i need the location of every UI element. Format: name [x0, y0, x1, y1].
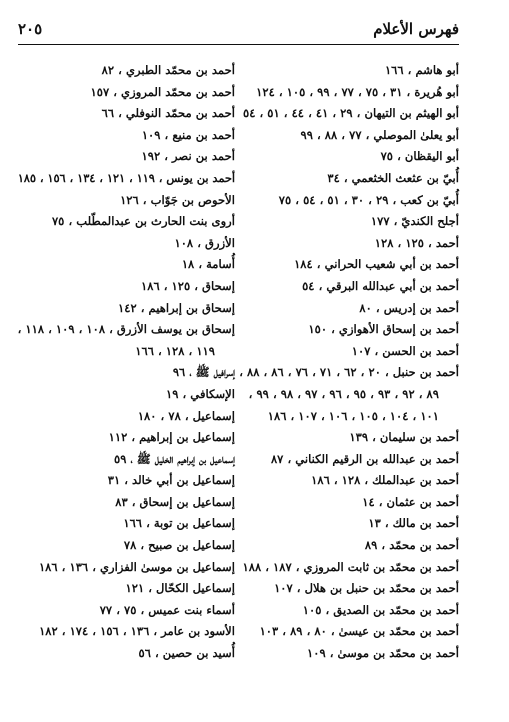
index-entry: إسماعيل بن توبة ، ١٦٦	[123, 516, 235, 531]
index-entry: أحمد بن أبي شعيب الحراني ، ١٨٤	[294, 257, 459, 272]
index-entry: الأسود بن عامر ، ١٣٦ ، ١٥٦ ، ١٧٤ ، ١٨٢	[39, 624, 235, 639]
index-entry: أحمد بن محمّد بن عيسىٰ ، ٨٠ ، ٨٩ ، ١٠٣	[259, 624, 459, 639]
header-rule	[18, 44, 459, 45]
index-entry: إسماعيل الكحّال ، ١٢١	[125, 581, 235, 596]
index-entry: أُسامة ، ١٨	[181, 257, 235, 272]
index-entry: أبو هُريرة ، ٣١ ، ٧٥ ، ٧٧ ، ٩٩ ، ١٠٥ ، ١٢٤	[256, 84, 459, 99]
index-entry: إسحاق بن يوسف الأزرق ، ١٠٨ ، ١٠٩ ، ١١٨ ،	[17, 322, 235, 337]
index-entry: أبو الهيثم بن التيهان ، ٢٩ ، ٤١ ، ٤٤ ، ٥١ ، ٥٤	[242, 106, 459, 121]
index-entry: أحمد بن منيع ، ١٠٩	[141, 127, 235, 142]
index-entry: أحمد بن حنبل ، ٢٠ ، ٦٢ ، ٧١ ، ٧٦ ، ٨٦ ، ٨٨ ،	[239, 365, 459, 380]
index-entry: أحمد بن محمّد ، ٨٩	[364, 538, 459, 553]
page-header	[18, 20, 459, 40]
index-entry-continuation: ١٠١ ، ١٠٤ ، ١٠٥ ، ١٠٦ ، ١٠٧ ، ١٨٦	[267, 408, 439, 423]
index-entry: أُبيّ بن عثعث الخثعمي ، ٣٤	[327, 170, 459, 185]
index-entry: أحمد بن محمّد بن ثابت المروزي ، ١٨٧ ، ١٨٨	[242, 559, 459, 574]
index-entry: أحمد بن مالك ، ١٣	[368, 516, 459, 531]
index-entry: أحمد بن عثمان ، ١٤	[362, 494, 459, 509]
index-entry-continuation: ١١٩ ، ١٢٨ ، ١٦٦	[135, 343, 215, 358]
index-entry: إسماعيل بن إسحاق ، ٨٣	[115, 494, 235, 509]
index-entry: أحمد بن الحسن ، ١٠٧	[351, 343, 459, 358]
index-entry: أحمد بن إسحاق الأهوازي ، ١٥٠	[308, 322, 459, 337]
index-entry: أحمد بن محمّد المروزي ، ١٥٧	[90, 84, 235, 99]
index-entry: إسماعيل بن موسىٰ الفزاري ، ١٣٦ ، ١٨٦	[38, 559, 235, 574]
index-entry: أجلح الكنديّ ، ١٧٧	[370, 214, 459, 229]
index-entry: إسماعيل بن إبراهيم ، ١١٢	[108, 430, 235, 445]
index-entry-continuation: ٨٩ ، ٩٢ ، ٩٣ ، ٩٥ ، ٩٦ ، ٩٧ ، ٩٨ ، ٩٩ ،	[248, 386, 439, 401]
index-entry: أسماء بنت عميس ، ٧٥ ، ٧٧	[99, 602, 235, 617]
index-entry: أحمد بن محمّد الطبري ، ٨٢	[101, 63, 235, 77]
index-entry: إسحاق ، ١٢٥ ، ١٨٦	[141, 278, 235, 293]
header-title: فهرس الأعلام	[373, 20, 459, 38]
index-entry: إسحاق بن إبراهيم ، ١٤٢	[118, 300, 235, 315]
index-column-left	[17, 60, 235, 665]
index-entry: أحمد ، ١٢٥ ، ١٢٨	[374, 235, 459, 250]
index-entry: إسماعيل بن إبراهيم الخليل ﷺ ، ٥٩	[113, 451, 235, 466]
index-entry: أحمد بن يونس ، ١١٩ ، ١٢١ ، ١٣٤ ، ١٥٦ ، ١٨٥	[17, 170, 235, 185]
index-entry: الإسكافي ، ١٩	[166, 386, 235, 401]
index-entry: الأزرق ، ١٠٨	[174, 235, 235, 250]
index-entry: إسماعيل بن أبي خالد ، ٣١	[107, 473, 235, 488]
index-entry: أبو يعلىٰ الموصلي ، ٧٧ ، ٨٨ ، ٩٩	[300, 127, 459, 142]
index-entry: أُسيد بن حصين ، ٥٦	[138, 646, 235, 661]
index-entry: أحمد بن سليمان ، ١٣٩	[349, 430, 459, 445]
index-entry: الأحوص بن جَوّاب ، ١٢٦	[120, 192, 235, 207]
index-column-right	[234, 60, 459, 665]
page-number: ٢٠٥	[18, 20, 43, 38]
index-entry: أحمد بن عبدالملك ، ١٢٨ ، ١٨٦	[311, 473, 459, 488]
index-entry: أحمد بن محمّد بن حنبل بن هلال ، ١٠٧	[274, 581, 459, 596]
index-entry: أُبيّ بن كعب ، ٢٩ ، ٣٠ ، ٥١ ، ٥٤ ، ٧٥	[278, 192, 459, 207]
index-entry: أحمد بن إدريس ، ٨٠	[359, 300, 459, 315]
index-entry: أحمد بن نصر ، ١٩٢	[141, 149, 235, 164]
index-entry: أبو اليقظان ، ٧٥	[380, 149, 459, 164]
index-entry: أحمد بن محمّد بن الصديق ، ١٠٥	[302, 602, 459, 617]
index-entry: أحمد بن عبدالله بن الرقيم الكناني ، ٨٧	[270, 451, 459, 466]
index-entry: أبو هاشم ، ١٦٦	[384, 63, 459, 77]
index-entry: أحمد بن أبي عبدالله البرقي ، ٥٤	[302, 278, 459, 293]
index-entry: أروى بنت الحارث بن عبدالمطّلب ، ٧٥	[51, 214, 235, 229]
index-entry: إسماعيل ، ٧٨ ، ١٨٠	[137, 408, 235, 423]
index-entry: إسماعيل بن صبيح ، ٧٨	[123, 538, 235, 553]
index-entry: أحمد بن محمّد بن موسىٰ ، ١٠٩	[307, 646, 459, 661]
index-entry: أحمد بن محمّد النوفلي ، ٦٦	[101, 106, 235, 121]
index-entry: إسرافيل ﷺ ، ٩٦	[172, 365, 235, 380]
